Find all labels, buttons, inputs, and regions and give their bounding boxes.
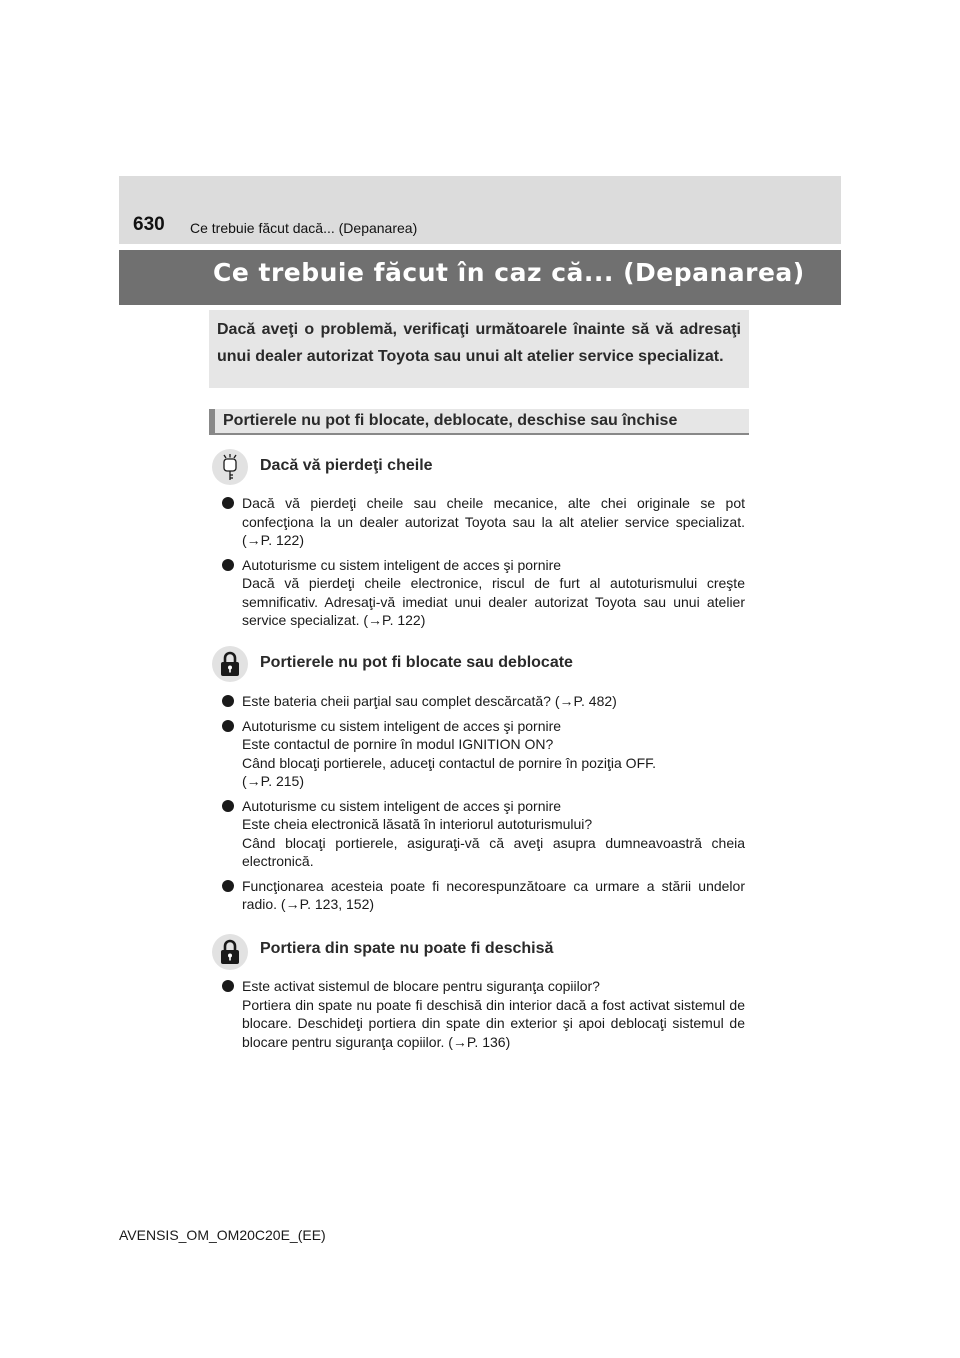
sub-heading-lost-keys: Dacă vă pierdeţi cheile	[260, 457, 433, 474]
bullet-icon	[222, 559, 234, 571]
list-item: Este activat sistemul de blocare pentru siguranţa copiilor? Portiera din spate nu poate fi deschisă din interior dacă a fost activat sistemul de blocare. Deschideţi portiera din spate din exterior şi apoi deblocaţi sistemul de blocare pentru siguranţa copiilor. (→P. 136)	[222, 977, 745, 1051]
list-item: Autoturisme cu sistem inteligent de acces şi pornire Este cheia electronică lăsată în interiorul autoturismului? Când blocaţi portierele, asiguraţi-vă că aveţi asupra dumneavoastră cheia electronică.	[222, 797, 745, 871]
list-item: Funcţionarea acesteia poate fi necorespunzătoare ca urmare a stării undelor radio. (→P. 123, 152)	[222, 877, 745, 914]
intro-text: Dacă aveţi o problemă, verificaţi următoarele înainte să vă adresaţi unui dealer autorizat Toyota sau unui alt atelier service specializat.	[217, 321, 741, 365]
bullet-list-lock-unlock	[222, 692, 745, 920]
bullet-icon	[222, 695, 234, 707]
bullet-icon	[222, 720, 234, 732]
bullet-icon	[222, 497, 234, 509]
footer-doc-id: AVENSIS_OM_OM20C20E_(EE)	[119, 1227, 326, 1243]
key-icon	[212, 449, 248, 485]
section-title: Portierele nu pot fi blocate, deblocate, deschise sau închise	[223, 412, 678, 429]
padlock-icon	[212, 646, 248, 682]
list-item: Dacă vă pierdeţi cheile sau cheile mecanice, alte chei originale se pot confecţiona la un dealer autorizat Toyota sau la alt atelier service specializat. (→P. 122)	[222, 494, 745, 550]
bullet-list-lost-keys	[222, 494, 745, 636]
page-title: Ce trebuie făcut în caz că... (Depanarea)	[213, 258, 805, 287]
list-item: Autoturisme cu sistem inteligent de acces şi pornire Este contactul de pornire în modul IGNITION ON? Când blocaţi portierele, aduceţi contactul de pornire în poziţia OFF. (→P. 215)	[222, 717, 745, 791]
bullet-icon	[222, 800, 234, 812]
bullet-list-rear-door	[222, 977, 745, 1057]
bullet-icon	[222, 980, 234, 992]
list-item: Autoturisme cu sistem inteligent de acces şi pornire Dacă vă pierdeţi cheile electronice, riscul de furt al autoturismului creşte semnificativ. Adresaţi-vă imediat unui dealer autorizat Toyota sau unui atelier service specializat. (→P. 122)	[222, 556, 745, 630]
page-number: 630	[133, 214, 165, 235]
header-breadcrumb: Ce trebuie făcut dacă... (Depanarea)	[190, 220, 418, 236]
list-item: Este bateria cheii parţial sau complet descărcată? (→P. 482)	[222, 692, 745, 711]
bullet-icon	[222, 880, 234, 892]
padlock-icon	[212, 934, 248, 970]
sub-heading-rear-door: Portiera din spate nu poate fi deschisă	[260, 940, 554, 957]
sub-heading-lock-unlock: Portierele nu pot fi blocate sau deblocate	[260, 654, 573, 671]
